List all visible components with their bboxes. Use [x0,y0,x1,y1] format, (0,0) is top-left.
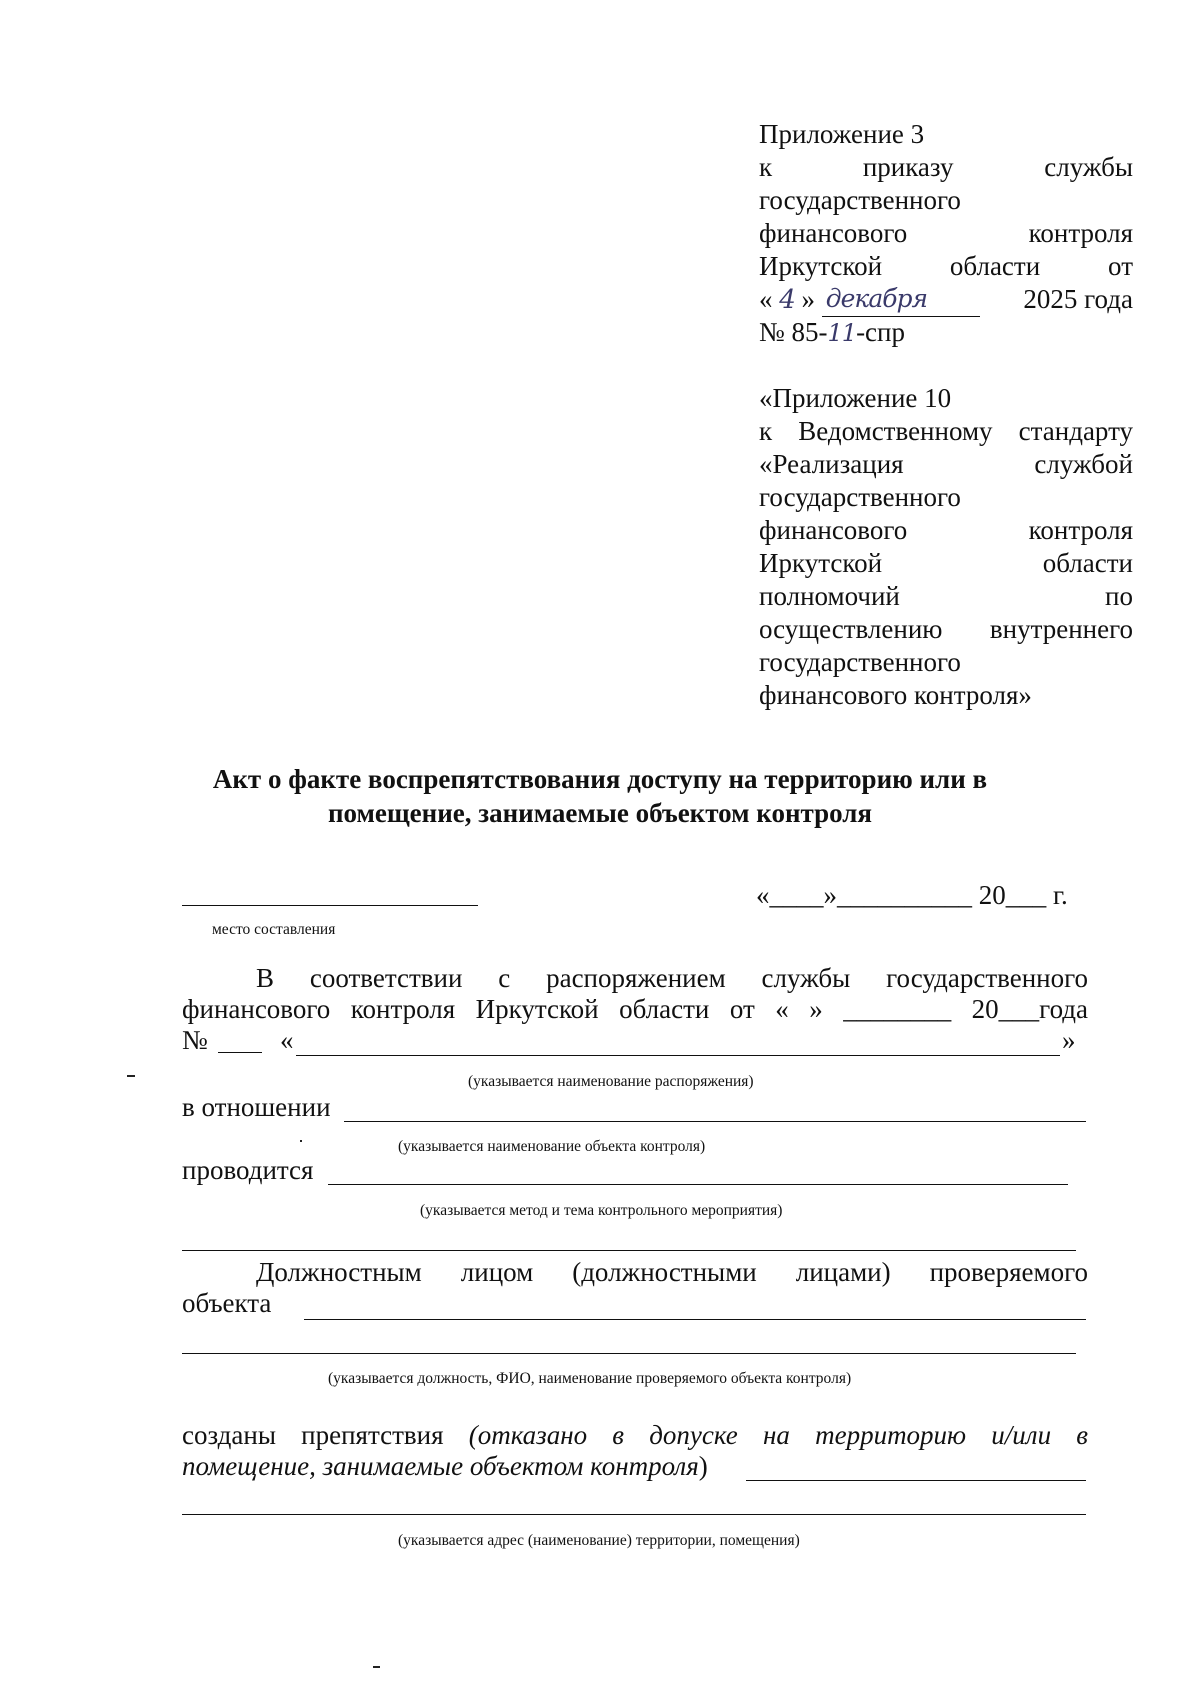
caption-object: (указывается наименование объекта контроля) [398,1138,706,1155]
obstacles-italic-text-2: помещение, занимаемые объектом контроля [182,1451,699,1481]
officials-blank-1 [304,1319,1086,1320]
appendix-3-title: Приложение 3 [759,119,925,149]
document-title-line2: помещение, занимаемые объектом контроля [327,798,873,828]
word: к [759,152,773,182]
act-date-template: «____»__________ 20___ г. [756,880,1068,910]
word: службой [1034,449,1133,479]
word: проверяемого [929,1257,1089,1287]
method-extra-blank [182,1250,1076,1251]
caption-method: (указывается метод и тема контрольного мероприятия) [420,1202,783,1219]
document-title [150,762,1050,830]
date-open-quote: « [759,284,773,314]
appendix-3-line5 [759,250,1133,283]
word: осуществлению [759,614,943,644]
document-title-line1: Акт о факте воспрепятствования доступу на территорию или в [212,764,988,794]
appendix-10-line8 [759,613,1133,646]
caption-order-name: (указывается наименование распоряжения) [468,1073,754,1090]
obstacles-plain-text: созданы препятствия [182,1420,444,1450]
obstacles-close-paren: ) [698,1451,708,1481]
conducted-blank [328,1184,1068,1185]
word: лицом [460,1257,534,1287]
appendix-10-line6 [759,547,1133,580]
word: службы [1044,152,1134,182]
order-number-sign: № [182,1025,208,1055]
date-close-quote: » [801,284,816,314]
word: Ведомственному [798,416,993,446]
word: контроля [350,994,456,1024]
word: стандарту [1018,416,1134,446]
word: с [498,963,511,993]
regarding-label: в отношении [182,1092,331,1122]
appendix-10-line9: государственного [759,647,961,677]
word: службы [761,963,851,993]
word: к [759,416,773,446]
word: ________ [843,994,952,1024]
word: распоряжением [546,963,726,993]
number-prefix: № 85- [759,317,828,347]
word: Иркутской [475,994,599,1024]
date-year: 2025 года [1023,284,1133,314]
word: финансового [759,515,908,545]
word: полномочий [759,581,900,611]
speck [300,1140,302,1142]
speck [127,1075,135,1077]
word: Иркутской области [759,251,1041,281]
word: от [1108,251,1133,281]
appendix-3-date-line [759,283,1133,316]
word: контроля [1028,515,1133,545]
handwritten-day: 4 [779,285,795,315]
conducted-label: проводится [182,1155,314,1185]
obstacles-blank-2 [182,1514,1086,1515]
word: Иркутской [759,548,883,578]
place-caption: место составления [212,921,336,938]
obstacles-blank-1 [746,1480,1086,1481]
handwritten-number: 11 [827,319,857,347]
caption-address: (указывается адрес (наименование) территории, помещения) [398,1532,800,1549]
place-blank-line [182,905,478,906]
appendix-10-line7 [759,580,1133,613]
appendix-10-line10: финансового контроля» [759,680,1032,710]
obstacles-italic-text-1: (отказано в допуске на территорию и/или в [468,1420,1088,1450]
month-blank-line [822,284,980,317]
word: «Реализация [759,449,904,479]
order-name-blank [296,1055,1060,1056]
appendix-3-block [759,118,1133,349]
regarding-blank [344,1121,1086,1122]
number-suffix: -спр [856,317,905,347]
word: приказу [862,152,954,182]
word: 20___года [971,994,1089,1024]
order-number-blank [218,1052,262,1053]
appendix-10-line4: государственного [759,482,961,512]
word: (должностными [572,1257,757,1287]
officials-line2-label: объекта [182,1288,272,1318]
para1-line1 [182,963,1088,994]
word: от [729,994,755,1024]
word: В [256,963,275,993]
word: государственного [886,963,1089,993]
word: внутреннего [989,614,1133,644]
order-name-close-quote: » [1062,1025,1076,1055]
appendix-3-line4 [759,217,1133,250]
handwritten-month: декабря [825,284,928,313]
word: области [619,994,710,1024]
word: области [1042,548,1133,578]
obstacles-line1 [182,1420,1088,1451]
appendix-3-number-line [759,316,1133,349]
word: по [1105,581,1133,611]
appendix-3-line3: государственного [759,185,961,215]
para1-line2 [182,994,1088,1025]
caption-officials: (указывается должность, ФИО, наименование проверяемого объекта контроля) [328,1370,852,1387]
word: лицами) [795,1257,891,1287]
word: контроля [1028,218,1133,248]
appendix-3-line2 [759,151,1133,184]
word: финансового [182,994,331,1024]
officials-blank-2 [182,1353,1076,1354]
obstacles-line2 [182,1451,708,1482]
word: соответствии [309,963,463,993]
officials-line1 [182,1257,1088,1288]
word: « » [775,994,823,1024]
word: Должностным [256,1257,422,1287]
appendix-10-block [759,382,1133,712]
appendix-10-line2 [759,415,1133,448]
appendix-10-line3 [759,448,1133,481]
speck [373,1666,380,1668]
appendix-10-line5 [759,514,1133,547]
appendix-10-title: «Приложение 10 [759,383,952,413]
word: финансового [759,218,908,248]
order-name-open-quote: « [280,1025,294,1055]
